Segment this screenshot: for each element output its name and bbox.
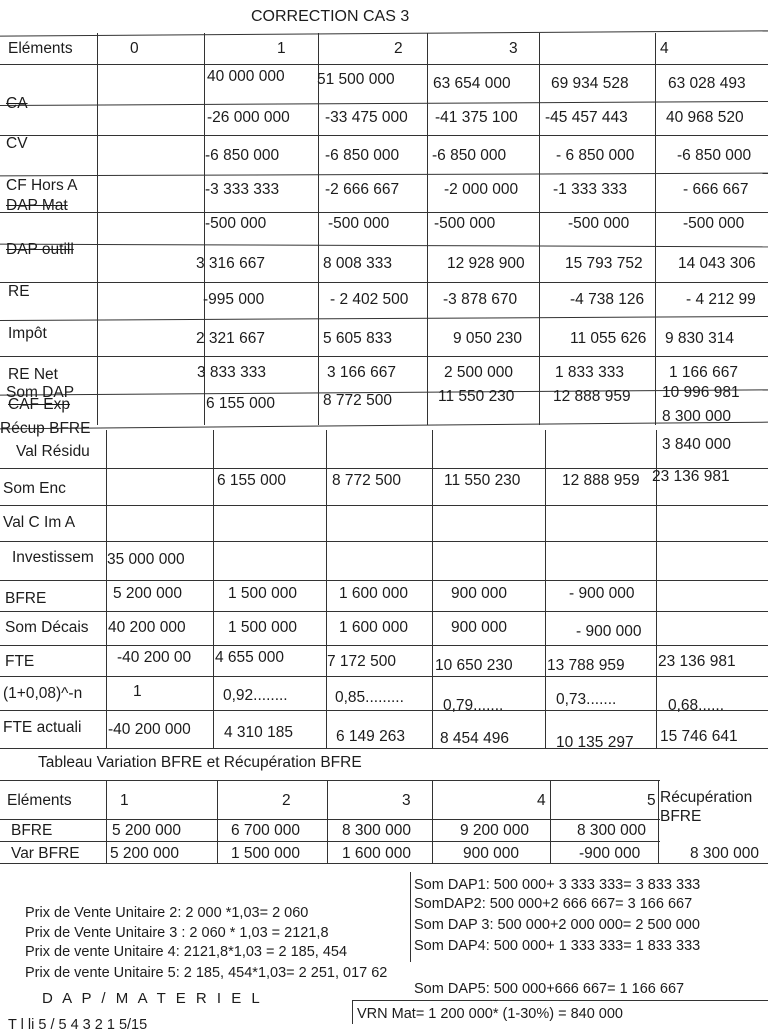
cell: 3 833 333 xyxy=(197,364,266,381)
cell: 8 008 333 xyxy=(323,255,392,272)
table-rule xyxy=(0,173,768,177)
row-label-recup: Récup BFRE xyxy=(0,420,91,437)
table-rule xyxy=(0,780,660,781)
cell: -4 738 126 xyxy=(570,291,645,308)
cell: -41 375 100 xyxy=(435,109,518,126)
cell: - 2 402 500 xyxy=(330,291,409,308)
cell: 63 654 000 xyxy=(433,75,511,92)
table-rule xyxy=(0,748,768,749)
row-label-varbfre: Var BFRE xyxy=(11,845,80,862)
cell: 4 310 185 xyxy=(224,724,293,741)
table-rule xyxy=(0,505,768,506)
cell: 10 996 981 xyxy=(662,384,740,401)
cell: -6 850 000 xyxy=(432,147,507,164)
table-rule xyxy=(432,780,433,863)
cell: -500 000 xyxy=(205,215,267,232)
col-header: 4 xyxy=(537,792,546,809)
table-rule xyxy=(0,356,768,357)
table-rule xyxy=(326,430,327,748)
table-rule xyxy=(0,316,768,321)
row-label-somdap: Som DAP xyxy=(6,384,75,401)
cell: 1 600 000 xyxy=(339,585,408,602)
cell: 23 136 981 xyxy=(652,468,730,485)
cell: - 900 000 xyxy=(576,623,642,640)
cell: 6 149 263 xyxy=(336,728,405,745)
cell: 5 605 833 xyxy=(323,330,392,347)
table-rule xyxy=(0,611,768,612)
cell: 1 500 000 xyxy=(228,585,297,602)
table-rule xyxy=(0,30,768,36)
cell: -900 000 xyxy=(579,845,641,862)
cell: -3 333 333 xyxy=(205,181,280,198)
cell: 9 830 314 xyxy=(665,330,734,347)
cell: 4 655 000 xyxy=(215,649,284,666)
table-rule xyxy=(0,645,768,646)
cell: 8 454 496 xyxy=(440,730,509,747)
row-label-re: RE xyxy=(8,283,30,300)
cell: -33 475 000 xyxy=(325,109,408,126)
note-somdap-1: Som DAP1: 500 000+ 3 333 333= 3 833 333 xyxy=(414,877,701,893)
row-label-dapout: DAP outill xyxy=(6,241,74,258)
cell: 2 321 667 xyxy=(196,330,265,347)
cell: 12 928 900 xyxy=(447,255,525,272)
cell: 5 200 000 xyxy=(113,585,182,602)
cell: 5 200 000 xyxy=(112,822,181,839)
cell: 40 968 520 xyxy=(666,109,744,126)
cell: 5 200 000 xyxy=(110,845,179,862)
cell: 12 888 959 xyxy=(553,388,631,405)
cell: - 6 850 000 xyxy=(556,147,635,164)
bfre-table-caption: Tableau Variation BFRE et Récupération BFRE xyxy=(38,754,362,771)
cell: 3 840 000 xyxy=(662,436,731,453)
row-label-bfre2: BFRE xyxy=(11,822,53,839)
cell: 8 772 500 xyxy=(332,472,401,489)
cell: 1 500 000 xyxy=(228,619,297,636)
cell: 11 055 626 xyxy=(570,330,647,347)
cell: 1 166 667 xyxy=(669,364,738,381)
row-label-dapmat: DAP Mat xyxy=(6,197,68,214)
cell: 900 000 xyxy=(451,585,508,602)
row-label-coef: (1+0,08)^-n xyxy=(3,685,83,702)
note-somdap-2: SomDAP2: 500 000+2 666 667= 3 166 667 xyxy=(414,896,693,912)
table-rule xyxy=(550,780,551,863)
table-rule xyxy=(0,212,768,213)
row-label-invest: Investissem xyxy=(12,549,94,566)
cell: 11 550 230 xyxy=(444,472,521,489)
cell: 13 788 959 xyxy=(547,657,625,674)
row-label-renet: RE Net xyxy=(8,366,58,383)
table-rule xyxy=(327,780,328,863)
cell: -500 000 xyxy=(328,215,390,232)
table-rule xyxy=(213,430,214,748)
cell: -6 850 000 xyxy=(677,147,752,164)
table-rule xyxy=(0,676,768,677)
table-rule xyxy=(217,780,218,863)
cell: 0,68...... xyxy=(668,697,725,714)
table-rule xyxy=(427,33,428,425)
cell: - 900 000 xyxy=(569,585,635,602)
cell: -500 000 xyxy=(568,215,630,232)
note-rule xyxy=(352,1000,353,1024)
cell: 1 600 000 xyxy=(342,845,411,862)
cell: 8 772 500 xyxy=(323,392,392,409)
cell: 6 155 000 xyxy=(206,395,275,412)
cell: 3 166 667 xyxy=(327,364,396,381)
cell: 900 000 xyxy=(451,619,508,636)
table-rule xyxy=(545,430,546,748)
cell: 23 136 981 xyxy=(658,653,736,670)
col-header: 1 xyxy=(120,792,129,809)
cell: 0,85......... xyxy=(335,689,404,706)
col-header: 2 xyxy=(394,40,403,57)
cell: -995 000 xyxy=(203,291,265,308)
table-rule xyxy=(97,33,98,425)
row-label-valc: Val C Im A xyxy=(3,514,76,531)
cell: 9 200 000 xyxy=(460,822,529,839)
note-rule xyxy=(410,872,411,962)
table-rule xyxy=(0,819,660,820)
table-rule xyxy=(0,541,768,542)
cell: -500 000 xyxy=(683,215,745,232)
table-rule xyxy=(539,33,540,425)
cell: 6 155 000 xyxy=(217,472,286,489)
col-header: 0 xyxy=(130,40,139,57)
cell: 40 200 000 xyxy=(108,619,186,636)
cell: 0,92........ xyxy=(223,687,288,704)
cell: 1 600 000 xyxy=(339,619,408,636)
cell: -2 000 000 xyxy=(444,181,519,198)
cell: -1 333 333 xyxy=(553,181,628,198)
note-dap-materiel: D A P / M A T E R I E L xyxy=(42,990,263,1007)
cell: 63 028 493 xyxy=(668,75,746,92)
cell: 1 xyxy=(133,683,142,700)
table-rule xyxy=(106,430,107,748)
cell: -45 457 443 xyxy=(545,109,628,126)
cell: -2 666 667 xyxy=(325,181,400,198)
note-price-4: Prix de vente Unitaire 4: 2121,8*1,03 = 2 185, 454 xyxy=(25,944,348,960)
cell: 69 934 528 xyxy=(551,75,629,92)
row-label-fteact: FTE actuali xyxy=(3,719,82,736)
note-vrn: VRN Mat= 1 200 000* (1-30%) = 840 000 xyxy=(357,1006,623,1022)
row-label-cv: CV xyxy=(6,135,28,152)
table-rule xyxy=(0,282,768,283)
table-rule xyxy=(318,33,319,425)
cell: 51 500 000 xyxy=(317,71,395,88)
table-rule xyxy=(0,841,660,842)
row-label-impot: Impôt xyxy=(8,325,47,342)
row-label-somdec: Som Décais xyxy=(5,619,89,636)
note-somdap-4: Som DAP4: 500 000+ 1 333 333= 1 833 333 xyxy=(414,938,701,954)
cell: 0,73....... xyxy=(556,691,617,708)
table-rule xyxy=(0,710,768,711)
cell: 900 000 xyxy=(463,845,520,862)
page-title: CORRECTION CAS 3 xyxy=(251,8,410,25)
cell: -26 000 000 xyxy=(207,109,290,126)
col-header: 3 xyxy=(402,792,411,809)
table-rule xyxy=(0,64,768,65)
note-somdap-5: Som DAP5: 500 000+666 667= 1 166 667 xyxy=(414,981,685,997)
table-rule xyxy=(432,430,433,748)
cell: 9 050 230 xyxy=(453,330,522,347)
row-label-ca: CA xyxy=(6,95,28,112)
col-header: 2 xyxy=(282,792,291,809)
cell: 2 500 000 xyxy=(444,364,513,381)
table-rule xyxy=(0,580,768,581)
col-header: 1 xyxy=(277,40,286,57)
row-label-caf: CAF Exp xyxy=(8,396,71,413)
note-rule xyxy=(352,1000,768,1001)
cell: - 4 212 99 xyxy=(686,291,756,308)
table-rule xyxy=(0,135,768,136)
cell: - 666 667 xyxy=(683,181,749,198)
note-dap-partial: T l li 5 / 5 4 3 2 1 5/15 xyxy=(8,1017,148,1033)
note-somdap-3: Som DAP 3: 500 000+2 000 000= 2 500 000 xyxy=(414,917,700,933)
cell: 15 793 752 xyxy=(565,255,643,272)
cell: 3 316 667 xyxy=(196,255,265,272)
cell: -500 000 xyxy=(434,215,496,232)
cell: 14 043 306 xyxy=(678,255,756,272)
cell: -40 200 000 xyxy=(108,721,191,738)
cell: 7 172 500 xyxy=(327,653,396,670)
cell: 11 550 230 xyxy=(438,388,515,405)
cell: 8 300 000 xyxy=(662,408,731,425)
row-label-bfre: BFRE xyxy=(5,590,47,607)
col-header: 4 xyxy=(660,40,669,57)
cell: -6 850 000 xyxy=(325,147,400,164)
col-header: Eléments xyxy=(7,792,72,809)
row-label-fte: FTE xyxy=(5,653,35,670)
cell: 40 000 000 xyxy=(207,68,285,85)
cell: -40 200 00 xyxy=(117,649,192,666)
cell: 6 700 000 xyxy=(231,822,300,839)
cell: -3 878 670 xyxy=(443,291,518,308)
table-rule xyxy=(0,101,768,106)
row-label-cf: CF Hors A xyxy=(6,177,78,194)
table-rule xyxy=(655,33,656,425)
row-label-valres: Val Résidu xyxy=(16,443,90,460)
col-header: Eléments xyxy=(8,40,73,57)
table-rule xyxy=(658,780,659,863)
cell: 10 650 230 xyxy=(435,657,513,674)
cell: 10 135 297 xyxy=(556,734,634,751)
cell: 35 000 000 xyxy=(107,551,185,568)
table-rule xyxy=(106,780,107,863)
cell: 8 300 000 xyxy=(577,822,646,839)
cell: 0,79....... xyxy=(443,697,504,714)
cell: 8 300 000 xyxy=(342,822,411,839)
col-header: Récupération BFRE xyxy=(660,789,753,825)
cell: 8 300 000 xyxy=(690,845,759,862)
col-header: 3 xyxy=(509,40,518,57)
col-header: 5 xyxy=(647,792,656,809)
cell: 1 833 333 xyxy=(555,364,624,381)
note-price-5: Prix de vente Unitaire 5: 2 185, 454*1,03= 2 251, 017 62 xyxy=(25,965,388,981)
note-price-3: Prix de Vente Unitaire 3 : 2 060 * 1,03 = 2121,8 xyxy=(25,925,329,941)
row-label-somenc: Som Enc xyxy=(3,480,66,497)
note-price-2: Prix de Vente Unitaire 2: 2 000 *1,03= 2 060 xyxy=(25,905,309,921)
cell: -6 850 000 xyxy=(205,147,280,164)
cell: 12 888 959 xyxy=(562,472,640,489)
table-rule xyxy=(0,863,768,864)
table-rule xyxy=(0,244,768,248)
cell: 15 746 641 xyxy=(660,728,738,745)
cell: 1 500 000 xyxy=(231,845,300,862)
